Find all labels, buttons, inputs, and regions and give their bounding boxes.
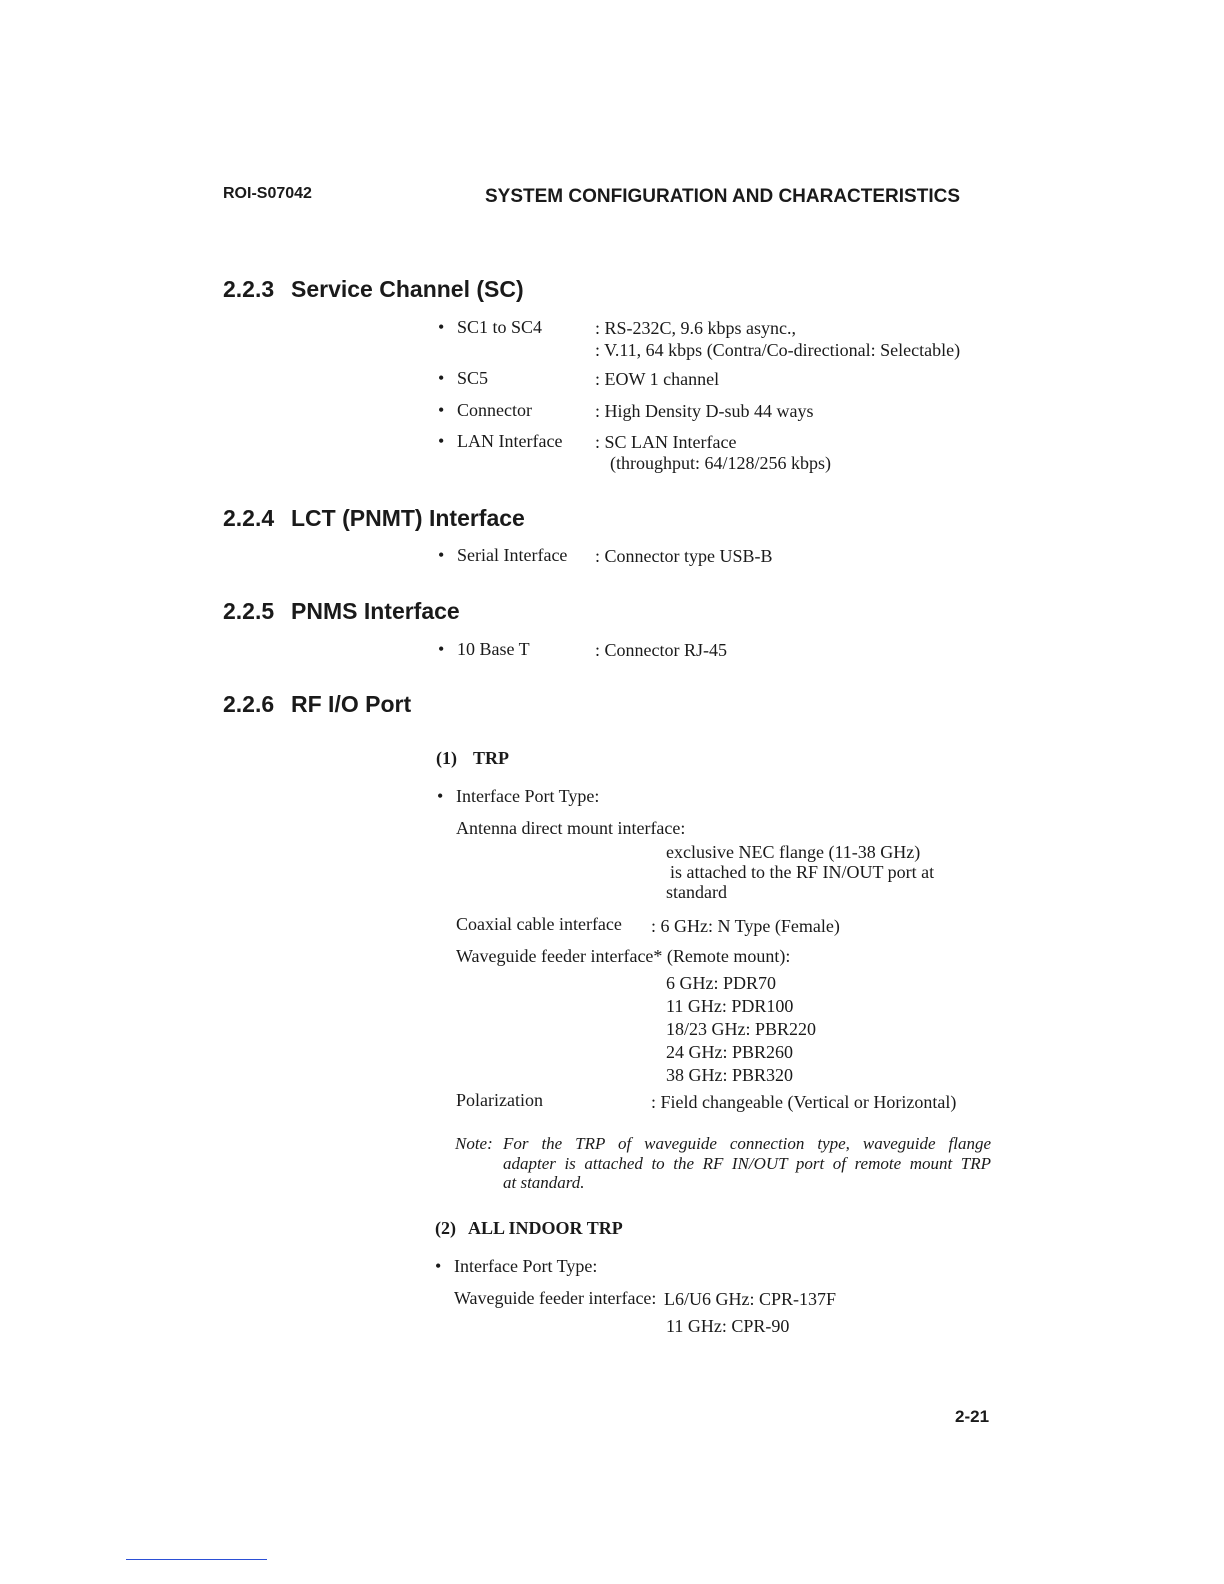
list-item-value: : Connector type USB-B: [595, 546, 773, 566]
antenna-interface-line: is attached to the RF IN/OUT port at: [670, 862, 935, 882]
subsection-number: (2): [435, 1218, 456, 1238]
polarization-label: Polarization: [456, 1090, 543, 1110]
note-label: Note:: [455, 1134, 493, 1153]
list-item-value: : SC LAN Interface: [595, 432, 737, 452]
section-title: Service Channel (SC): [291, 276, 524, 302]
subsection-heading-trp: [436, 748, 509, 769]
section-number: 2.2.5: [223, 598, 275, 624]
waveguide-spec: 11 GHz: CPR-90: [666, 1316, 790, 1336]
list-item-label: • Serial Interface: [457, 545, 567, 566]
section-title: PNMS Interface: [291, 598, 460, 624]
note-line: adapter is attached to the RF IN/OUT port of remote mount TRP: [503, 1154, 991, 1173]
list-item-label: • 10 Base T: [457, 639, 530, 660]
coax-interface-label: Coaxial cable interface: [456, 914, 622, 934]
subsection-title: TRP: [473, 748, 509, 768]
section-heading-2-2-3: [223, 276, 524, 303]
waveguide-spec: 6 GHz: PDR70: [666, 973, 777, 993]
list-item-value: (throughput: 64/128/256 kbps): [610, 453, 831, 473]
antenna-interface-line: exclusive NEC flange (11-38 GHz): [666, 842, 921, 862]
list-item-value: : Connector RJ-45: [595, 640, 727, 660]
list-item-label: • LAN Interface: [457, 431, 562, 452]
list-item-value: : EOW 1 channel: [595, 369, 720, 389]
section-number: 2.2.6: [223, 691, 275, 717]
list-item-value: : High Density D-sub 44 ways: [595, 401, 814, 421]
waveguide-spec: 38 GHz: PBR320: [666, 1065, 794, 1085]
list-item-value: : RS-232C, 9.6 kbps async.,: [595, 318, 797, 338]
section-number: 2.2.4: [223, 505, 275, 531]
section-number: 2.2.3: [223, 276, 275, 302]
antenna-interface-line: standard: [666, 882, 727, 902]
page-number: 2-21: [955, 1407, 990, 1426]
port-type-label: • Interface Port Type:: [456, 786, 599, 807]
section-heading-2-2-4: [223, 505, 525, 532]
waveguide-interface-label: Waveguide feeder interface* (Remote mount):: [456, 946, 791, 966]
list-item-label: • Connector: [457, 400, 532, 421]
subsection-heading-indoor-trp: [435, 1218, 623, 1239]
list-item-label: • SC1 to SC4: [457, 317, 542, 338]
waveguide-interface-label: Waveguide feeder interface:: [454, 1288, 657, 1308]
document-id: ROI-S07042: [223, 185, 312, 202]
section-heading-2-2-6: [223, 691, 411, 718]
note-line: For the TRP of waveguide connection type, waveguide flange: [503, 1134, 991, 1153]
polarization-value: : Field changeable (Vertical or Horizontal): [651, 1092, 957, 1112]
page-header-title: SYSTEM CONFIGURATION AND CHARACTERISTICS: [485, 186, 960, 207]
antenna-interface-label: Antenna direct mount interface:: [456, 818, 686, 838]
section-title: RF I/O Port: [291, 691, 412, 717]
port-type-label: • Interface Port Type:: [454, 1256, 597, 1277]
list-item-value: : V.11, 64 kbps (Contra/Co-directional: Selectable): [595, 340, 961, 360]
waveguide-spec: L6/U6 GHz: CPR-137F: [664, 1289, 837, 1309]
subsection-title: ALL INDOOR TRP: [468, 1218, 623, 1238]
coax-interface-value: : 6 GHz: N Type (Female): [651, 916, 840, 936]
footer-rule: [126, 1559, 267, 1560]
section-heading-2-2-5: [223, 598, 460, 625]
list-item-label: • SC5: [457, 368, 488, 389]
note-line: at standard.: [503, 1173, 585, 1192]
waveguide-spec: 24 GHz: PBR260: [666, 1042, 794, 1062]
waveguide-spec: 11 GHz: PDR100: [666, 996, 794, 1016]
section-title: LCT (PNMT) Interface: [291, 505, 525, 531]
subsection-number: (1): [436, 748, 457, 768]
waveguide-spec: 18/23 GHz: PBR220: [666, 1019, 817, 1039]
